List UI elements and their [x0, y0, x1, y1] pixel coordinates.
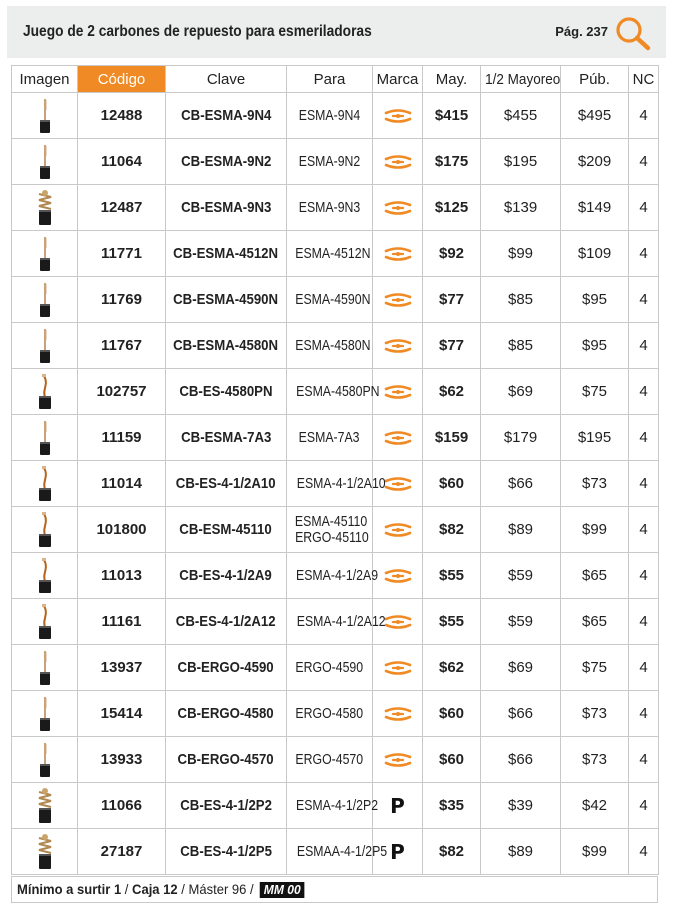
cell-pub: $109: [561, 231, 629, 277]
cell-codigo: 12487: [78, 185, 166, 231]
table-row[interactable]: [12, 599, 659, 645]
table-row[interactable]: [12, 93, 659, 139]
cell-nc: 4: [629, 461, 659, 507]
cell-image: [12, 277, 78, 323]
cell-nc: 4: [629, 231, 659, 277]
table-row[interactable]: [12, 507, 659, 553]
cell-may: $415: [423, 93, 481, 139]
cell-pub: $65: [561, 599, 629, 645]
cell-nc: 4: [629, 277, 659, 323]
cell-clave: [166, 737, 287, 783]
para-text: ESMA-4-1/2A10: [296, 474, 386, 492]
cell-may: $62: [423, 645, 481, 691]
cell-clave: [166, 185, 287, 231]
cell-may: $159: [423, 415, 481, 461]
truper-logo-icon: [384, 385, 412, 399]
carbon-brush-image: [30, 510, 60, 550]
clave-text: CB-ES-4-1/2A12: [176, 613, 276, 630]
truper-logo-icon: [384, 569, 412, 583]
cell-may: $92: [423, 231, 481, 277]
footer-mm-badge: MM 00: [260, 882, 304, 898]
cell-mayoreo: $99: [481, 231, 561, 277]
clave-text: CB-ES-4-1/2A10: [176, 475, 276, 492]
cell-pub: $95: [561, 323, 629, 369]
table-row[interactable]: [12, 277, 659, 323]
carbon-brush-image: [30, 648, 60, 688]
para-text: ESMA-4590N: [295, 290, 371, 308]
cell-pub: $99: [561, 829, 629, 875]
carbon-brush-image: [30, 694, 60, 734]
clave-text: CB-ERGO-4570: [177, 751, 275, 768]
cell-mayoreo: $69: [481, 369, 561, 415]
cell-may: $55: [423, 553, 481, 599]
cell-para: [287, 553, 379, 599]
table-row[interactable]: [12, 139, 659, 185]
truper-logo-icon: [384, 339, 412, 353]
table-row[interactable]: [12, 829, 659, 875]
cell-para: [287, 599, 386, 645]
cell-mayoreo: $179: [481, 415, 561, 461]
cell-nc: 4: [629, 93, 659, 139]
table-row[interactable]: [12, 185, 659, 231]
carbon-brush-image: [30, 418, 60, 458]
cell-pub: $95: [561, 277, 629, 323]
para-text: ESMA-4580PN: [296, 382, 380, 400]
col-pub: Púb.: [561, 66, 629, 93]
cell-image: [12, 737, 78, 783]
para-text: ERGO-4590: [295, 658, 364, 676]
cell-may: $35: [423, 783, 481, 829]
table-row[interactable]: [12, 553, 659, 599]
cell-para: [287, 645, 373, 691]
cell-para: [287, 139, 373, 185]
cell-mayoreo: $139: [481, 185, 561, 231]
carbon-brush-image: [30, 142, 60, 182]
cell-pub: $42: [561, 783, 629, 829]
table-body: [12, 93, 659, 875]
para-text: ESMA-9N4: [298, 106, 361, 124]
cell-nc: 4: [629, 829, 659, 875]
carbon-brush-image: [30, 96, 60, 136]
cell-codigo: 11771: [78, 231, 166, 277]
cell-pub: $73: [561, 691, 629, 737]
col-para: Para: [287, 66, 373, 93]
cell-codigo: 13937: [78, 645, 166, 691]
cell-pub: $149: [561, 185, 629, 231]
truper-logo-icon: [384, 431, 412, 445]
cell-nc: 4: [629, 323, 659, 369]
cell-image: [12, 829, 78, 875]
cell-clave: [166, 553, 287, 599]
cell-clave: [166, 599, 287, 645]
cell-clave: [166, 415, 287, 461]
table-row[interactable]: [12, 461, 659, 507]
carbon-brush-image: [30, 372, 60, 412]
cell-may: $55: [423, 599, 481, 645]
cell-image: [12, 323, 78, 369]
product-table: [11, 65, 659, 875]
cell-codigo: 15414: [78, 691, 166, 737]
cell-mayoreo: $66: [481, 691, 561, 737]
cell-image: [12, 553, 78, 599]
cell-marca: [373, 277, 423, 323]
table-header-row: [12, 66, 659, 93]
para-text: ESMA-4-1/2A12: [296, 612, 386, 630]
cell-may: $77: [423, 323, 481, 369]
cell-image: [12, 139, 78, 185]
clave-text: CB-ESMA-4590N: [173, 291, 279, 308]
clave-text: CB-ES-4-1/2P5: [180, 843, 272, 860]
page-header: [7, 6, 666, 58]
cell-may: $125: [423, 185, 481, 231]
cell-may: $60: [423, 691, 481, 737]
cell-codigo: 13933: [78, 737, 166, 783]
cell-pub: $73: [561, 737, 629, 783]
cell-marca: [373, 553, 423, 599]
cell-codigo: 11064: [78, 139, 166, 185]
cell-nc: 4: [629, 599, 659, 645]
truper-logo-icon: [384, 707, 412, 721]
cell-clave: [166, 829, 287, 875]
col-codigo[interactable]: Código: [78, 66, 166, 93]
para-text: ESMAA-4-1/2P5: [296, 842, 388, 860]
table-row[interactable]: [12, 231, 659, 277]
cell-image: [12, 415, 78, 461]
cell-nc: 4: [629, 737, 659, 783]
cell-mayoreo: $39: [481, 783, 561, 829]
footer-minimo: Mínimo a surtir 1: [17, 881, 122, 897]
cell-mayoreo: $89: [481, 829, 561, 875]
cell-mayoreo: $59: [481, 553, 561, 599]
para-text: ESMA-4512N: [295, 244, 371, 262]
truper-logo-icon: [384, 615, 412, 629]
cell-image: [12, 93, 78, 139]
cell-pub: $209: [561, 139, 629, 185]
cell-image: [12, 461, 78, 507]
cell-may: $82: [423, 829, 481, 875]
cell-pub: $99: [561, 507, 629, 553]
cell-may: $77: [423, 277, 481, 323]
truper-logo-icon: [384, 155, 412, 169]
cell-pub: $65: [561, 553, 629, 599]
cell-may: $82: [423, 507, 481, 553]
cell-mayoreo: $85: [481, 323, 561, 369]
truper-logo-icon: [384, 661, 412, 675]
cell-mayoreo: $89: [481, 507, 561, 553]
cell-clave: [166, 691, 287, 737]
cell-marca: [373, 645, 423, 691]
para-text: ESMA-45110: [294, 512, 368, 530]
cell-codigo: 11066: [78, 783, 166, 829]
cell-may: $175: [423, 139, 481, 185]
footer-text: Mínimo a surtir 1 / Caja 12 / Máster 96 / MM 00: [17, 881, 304, 898]
cell-codigo: 11159: [78, 415, 166, 461]
cell-clave: [166, 231, 287, 277]
table-row[interactable]: [12, 369, 659, 415]
para-text: ESMA-9N3: [298, 198, 361, 216]
cell-para: [287, 691, 373, 737]
cell-marca: [373, 369, 423, 415]
clave-text: CB-ESMA-9N4: [180, 107, 272, 124]
clave-text: CB-ES-4-1/2P2: [180, 797, 272, 814]
cell-pub: $75: [561, 369, 629, 415]
cell-clave: [166, 645, 287, 691]
truper-logo-icon: [384, 293, 412, 307]
para-text: ESMA-4-1/2A9: [296, 566, 379, 584]
clave-text: CB-ES-4580PN: [179, 383, 273, 400]
cell-marca: [373, 139, 423, 185]
cell-codigo: 27187: [78, 829, 166, 875]
cell-mayoreo: $59: [481, 599, 561, 645]
cell-nc: 4: [629, 185, 659, 231]
cell-mayoreo: $85: [481, 277, 561, 323]
cell-codigo: 11013: [78, 553, 166, 599]
carbon-brush-image: [30, 280, 60, 320]
truper-logo-icon: [384, 247, 412, 261]
carbon-brush-image: [30, 602, 60, 642]
cell-para: [287, 461, 386, 507]
cell-may: $60: [423, 461, 481, 507]
cell-mayoreo: $69: [481, 645, 561, 691]
table-row[interactable]: [12, 645, 659, 691]
cell-clave: [166, 93, 287, 139]
cell-marca: [373, 507, 423, 553]
cell-para: [287, 737, 373, 783]
cell-codigo: 12488: [78, 93, 166, 139]
footer-caja: Caja 12: [132, 881, 178, 897]
cell-codigo: 11161: [78, 599, 166, 645]
para-text: ESMA-7A3: [299, 428, 360, 446]
cell-marca: [373, 783, 423, 829]
cell-nc: 4: [629, 369, 659, 415]
clave-text: CB-ESMA-4580N: [173, 337, 279, 354]
clave-text: CB-ESMA-7A3: [180, 429, 272, 446]
cell-pub: $73: [561, 461, 629, 507]
col-mayoreo: 1/2 Mayoreo: [481, 66, 561, 93]
cell-nc: 4: [629, 691, 659, 737]
clave-text: CB-ERGO-4580: [177, 705, 275, 722]
cell-nc: 4: [629, 553, 659, 599]
clave-text: CB-ES-4-1/2A9: [179, 567, 273, 584]
para-text: ERGO-4580: [295, 704, 364, 722]
col-marca: Marca: [373, 66, 423, 93]
cell-marca: [373, 185, 423, 231]
cell-para: [287, 829, 388, 875]
cell-mayoreo: $66: [481, 737, 561, 783]
cell-pub: $75: [561, 645, 629, 691]
cell-para: [287, 231, 373, 277]
cell-nc: 4: [629, 139, 659, 185]
cell-pub: $195: [561, 415, 629, 461]
table-row[interactable]: [12, 323, 659, 369]
cell-mayoreo: $195: [481, 139, 561, 185]
cell-image: [12, 231, 78, 277]
table-row[interactable]: [12, 415, 659, 461]
cell-image: [12, 369, 78, 415]
truper-logo-icon: [384, 477, 412, 491]
pretul-brand-mark: P: [390, 839, 405, 864]
cell-codigo: 101800: [78, 507, 166, 553]
table-row[interactable]: [12, 783, 659, 829]
cell-clave: [166, 323, 287, 369]
cell-mayoreo: $455: [481, 93, 561, 139]
cell-may: $62: [423, 369, 481, 415]
carbon-brush-image: [30, 740, 60, 780]
cell-codigo: 11769: [78, 277, 166, 323]
cell-nc: 4: [629, 507, 659, 553]
cell-marca: [373, 93, 423, 139]
carbon-brush-image: [30, 556, 60, 596]
truper-logo-icon: [384, 523, 412, 537]
col-clave: Clave: [166, 66, 287, 93]
cell-clave: [166, 277, 287, 323]
pretul-brand-mark: P: [390, 793, 405, 818]
cell-para: [287, 323, 373, 369]
cell-marca: [373, 691, 423, 737]
page-title: Juego de 2 carbones de repuesto para esmeriladoras: [23, 23, 372, 40]
cell-para: [287, 415, 373, 461]
cell-clave: [166, 507, 287, 553]
cell-clave: [166, 461, 287, 507]
cell-pub: $495: [561, 93, 629, 139]
cell-para: [287, 507, 373, 553]
cell-codigo: 11767: [78, 323, 166, 369]
clave-text: CB-ERGO-4590: [177, 659, 275, 676]
cell-para: [287, 783, 379, 829]
cell-image: [12, 507, 78, 553]
cell-marca: [373, 737, 423, 783]
cell-mayoreo: $66: [481, 461, 561, 507]
cell-para: [287, 93, 373, 139]
col-imagen: Imagen: [12, 66, 78, 93]
clave-text: CB-ESM-45110: [179, 521, 273, 538]
col-nc: NC: [629, 66, 659, 93]
truper-logo-icon: [384, 753, 412, 767]
truper-logo-icon: [384, 109, 412, 123]
cell-para: [287, 185, 373, 231]
cell-marca: [373, 323, 423, 369]
para-text: ESMA-9N2: [298, 152, 361, 170]
cell-codigo: 11014: [78, 461, 166, 507]
cell-para: [287, 277, 373, 323]
cell-marca: [373, 415, 423, 461]
cell-codigo: 102757: [78, 369, 166, 415]
cell-para: [287, 369, 380, 415]
cell-nc: 4: [629, 645, 659, 691]
table-row[interactable]: [12, 737, 659, 783]
para-text: ESMA-4580N: [295, 336, 371, 354]
para-text-2: ERGO-45110: [295, 528, 369, 546]
carbon-brush-image: [30, 188, 60, 228]
table-row[interactable]: [12, 691, 659, 737]
carbon-brush-image: [30, 786, 60, 826]
carbon-brush-image: [30, 326, 60, 366]
para-text: ESMA-4-1/2P2: [296, 796, 379, 814]
carbon-brush-image: [30, 234, 60, 274]
footer-bar: [11, 876, 658, 903]
cell-image: [12, 783, 78, 829]
cell-image: [12, 691, 78, 737]
clave-text: CB-ESMA-4512N: [173, 245, 279, 262]
cell-nc: 4: [629, 783, 659, 829]
clave-text: CB-ESMA-9N3: [180, 199, 272, 216]
truper-logo-icon: [384, 201, 412, 215]
cell-may: $60: [423, 737, 481, 783]
col-may: May.: [423, 66, 481, 93]
cell-clave: [166, 139, 287, 185]
cell-marca: [373, 231, 423, 277]
cell-image: [12, 645, 78, 691]
footer-master: Máster 96: [188, 881, 247, 897]
carbon-brush-image: [30, 464, 60, 504]
clave-text: CB-ESMA-9N2: [180, 153, 272, 170]
search-icon[interactable]: [614, 15, 652, 51]
carbon-brush-image: [30, 832, 60, 872]
cell-clave: [166, 783, 287, 829]
cell-image: [12, 599, 78, 645]
page-number: Pág. 237: [555, 24, 608, 39]
cell-nc: 4: [629, 415, 659, 461]
cell-clave: [166, 369, 287, 415]
para-text: ERGO-4570: [295, 750, 364, 768]
cell-image: [12, 185, 78, 231]
